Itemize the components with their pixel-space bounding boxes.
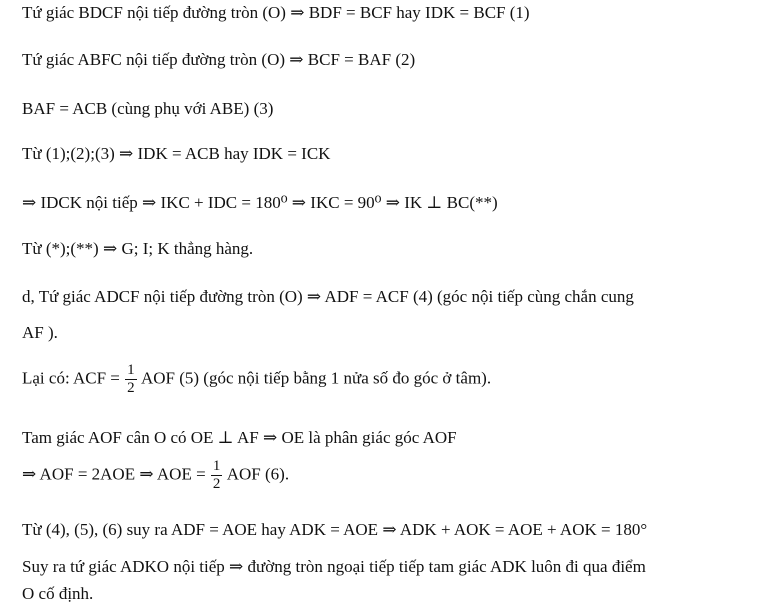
text-line-4: Từ (1);(2);(3) ⇒ IDK = ACB hay IDK = ICK [22,144,331,163]
line-11-before: ⇒ AOF = 2AOE ⇒ AOE = [22,464,210,484]
text-line-1: Tứ giác BDCF nội tiếp đường tròn (O) ⇒ BDF = BCF hay IDK = BCF (1) [22,3,530,22]
text-line-11 [22,458,289,493]
fraction-numerator: 1 [212,458,221,474]
text-line-2: Tứ giác ABFC nội tiếp đường tròn (O) ⇒ BCF = BAF (2) [22,50,416,69]
text-line-12: Từ (4), (5), (6) suy ra ADF = AOE hay ADK = AOE ⇒ ADK + AOK = AOE + AOK = 180° [22,520,648,539]
fraction-one-half [125,362,137,397]
text-line-6: Từ (*);(**) ⇒ G; I; K thẳng hàng. [22,239,254,258]
fraction-denominator: 2 [212,476,221,492]
text-line-5: ⇒ IDCK nội tiếp ⇒ IKC + IDC = 180⁰ ⇒ IKC = 90⁰ ⇒ IK ⊥ BC(**) [22,193,498,212]
line-9-before: Lại có: ACF = [22,368,125,388]
text-line-9 [22,362,491,397]
text-line-10: Tam giác AOF cân O có OE ⊥ AF ⇒ OE là phân giác góc AOF [22,428,457,447]
line-9-after: AOF (5) (góc nội tiếp bằng 1 nửa số đo góc ở tâm). [137,368,492,388]
fraction-numerator: 1 [127,362,135,378]
text-line-3: BAF = ACB (cùng phụ với ABE) (3) [22,99,274,118]
fraction-one-half [211,458,223,493]
text-line-14: O cố định. [22,584,94,603]
text-line-7: d, Tứ giác ADCF nội tiếp đường tròn (O) ⇒ ADF = ACF (4) (góc nội tiếp cùng chắn cung [22,287,634,306]
line-11-after: AOF (6). [223,464,290,484]
fraction-denominator: 2 [127,380,135,396]
text-line-8: AF ). [22,323,58,342]
text-line-13: Suy ra tứ giác ADKO nội tiếp ⇒ đường tròn ngoại tiếp tiếp tam giác ADK luôn đi qua điểm [22,557,646,576]
